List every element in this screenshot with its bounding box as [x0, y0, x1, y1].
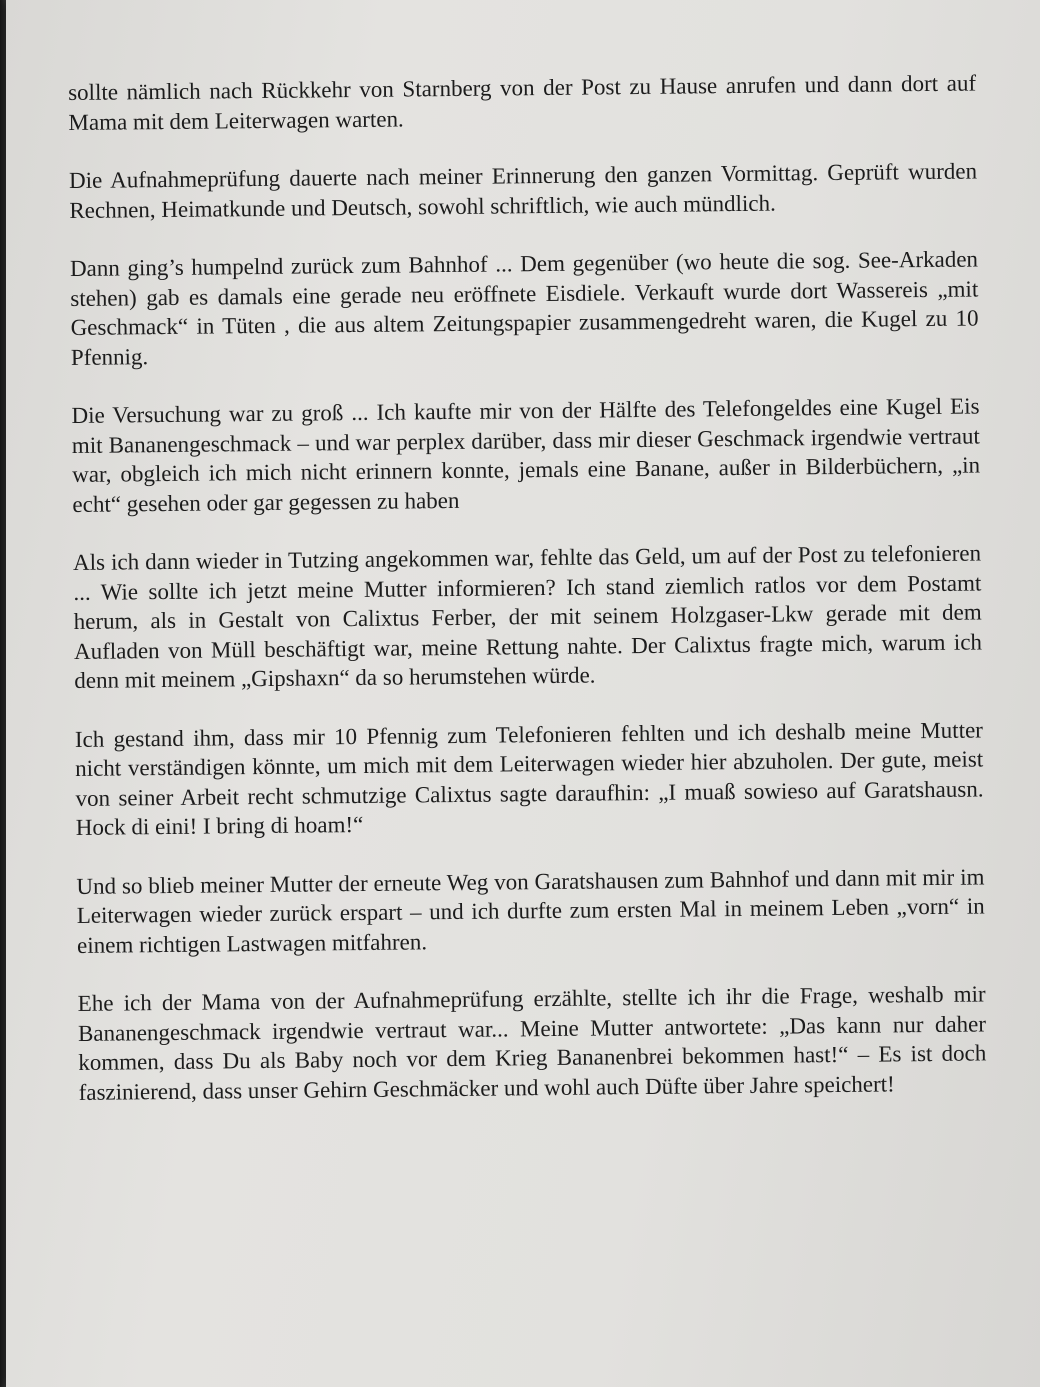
paragraph: Als ich dann wieder in Tutzing angekommen war, fehlte das Geld, um auf der Post zu telefonieren ... Wie sollte ich jetzt meine Mutter informieren? Ich stand ziemlich ratlos vor dem Postamt herum, als in Gestalt von Calixtus Ferber, der mit seinem Holzgaser-Lkw gerade mit dem Aufladen von Müll beschäftigt war, meine Rettung nahte. Der Calixtus fragte mich, warum ich denn mit meinem „Gipshaxn“ da so herumstehen würde.: [72, 540, 983, 693]
paragraph: sollte nämlich nach Rückkehr von Starnberg von der Post zu Hause anrufen und dann dort auf Mama mit dem Leiterwagen warten.: [68, 70, 977, 135]
paragraph: Ich gestand ihm, dass mir 10 Pfennig zum Telefonieren fehlten und ich deshalb meine Mutter nicht verständigen könnte, um mich mit dem Leiterwagen wieder hier abzuholen. Der gute, meist von seiner Arbeit recht schmutzige Calixtus sagte daraufhin: „I muaß sowieso auf Garatshausn. Hock di eini! I bring di hoam!“: [74, 716, 984, 840]
paragraph: Die Aufnahmeprüfung dauerte nach meiner Erinnerung den ganzen Vormittag. Geprüft wurden Rechnen, Heimatkunde und Deutsch, sowohl schriftlich, wie auch mündlich.: [68, 158, 978, 223]
page-text: [68, 68, 987, 1135]
book-page: [6, 0, 1040, 1387]
paragraph: Die Versuchung war zu groß ... Ich kaufte mir von der Hälfte des Telefongeldes eine Kugel Eis mit Bananengeschmack – und war perplex darüber, dass mir dieser Geschmack irgendwie vertraut war, obgleich ich mich nicht erinnern konnte, jemals eine Banane, außer in Bilderbüchern, „in echt“ gesehen oder gar gegessen zu haben: [71, 393, 981, 517]
paragraph: Und so blieb meiner Mutter der erneute Weg von Garatshausen zum Bahnhof und dann mit mir im Leiterwagen wieder zurück erspart – und ich durfte zum ersten Mal in meinem Leben „vorn“ in einem richtigen Lastwagen mitfahren.: [76, 863, 985, 958]
paragraph: Dann ging’s humpelnd zurück zum Bahnhof ... Dem gegenüber (wo heute die sog. See-Arkaden stehen) gab es damals eine gerade neu eröffnete Eisdiele. Verkauft wurde dort Wassereis „mit Geschmack“ in Tüten , die aus altem Zeitungspapier zusammengedreht waren, die Kugel zu 10 Pfennig.: [69, 246, 979, 370]
paragraph: Ehe ich der Mama von der Aufnahmeprüfung erzählte, stellte ich ihr die Frage, weshalb mir Bananengeschmack irgendwie vertraut war... Meine Mutter antwortete: „Das kann nur daher kommen, dass Du als Baby noch vor dem Krieg Bananenbrei bekommen hast!“ – Es ist doch faszinierend, dass unser Gehirn Geschmäcker und wohl auch Düfte über Jahre speichert!: [77, 981, 987, 1105]
